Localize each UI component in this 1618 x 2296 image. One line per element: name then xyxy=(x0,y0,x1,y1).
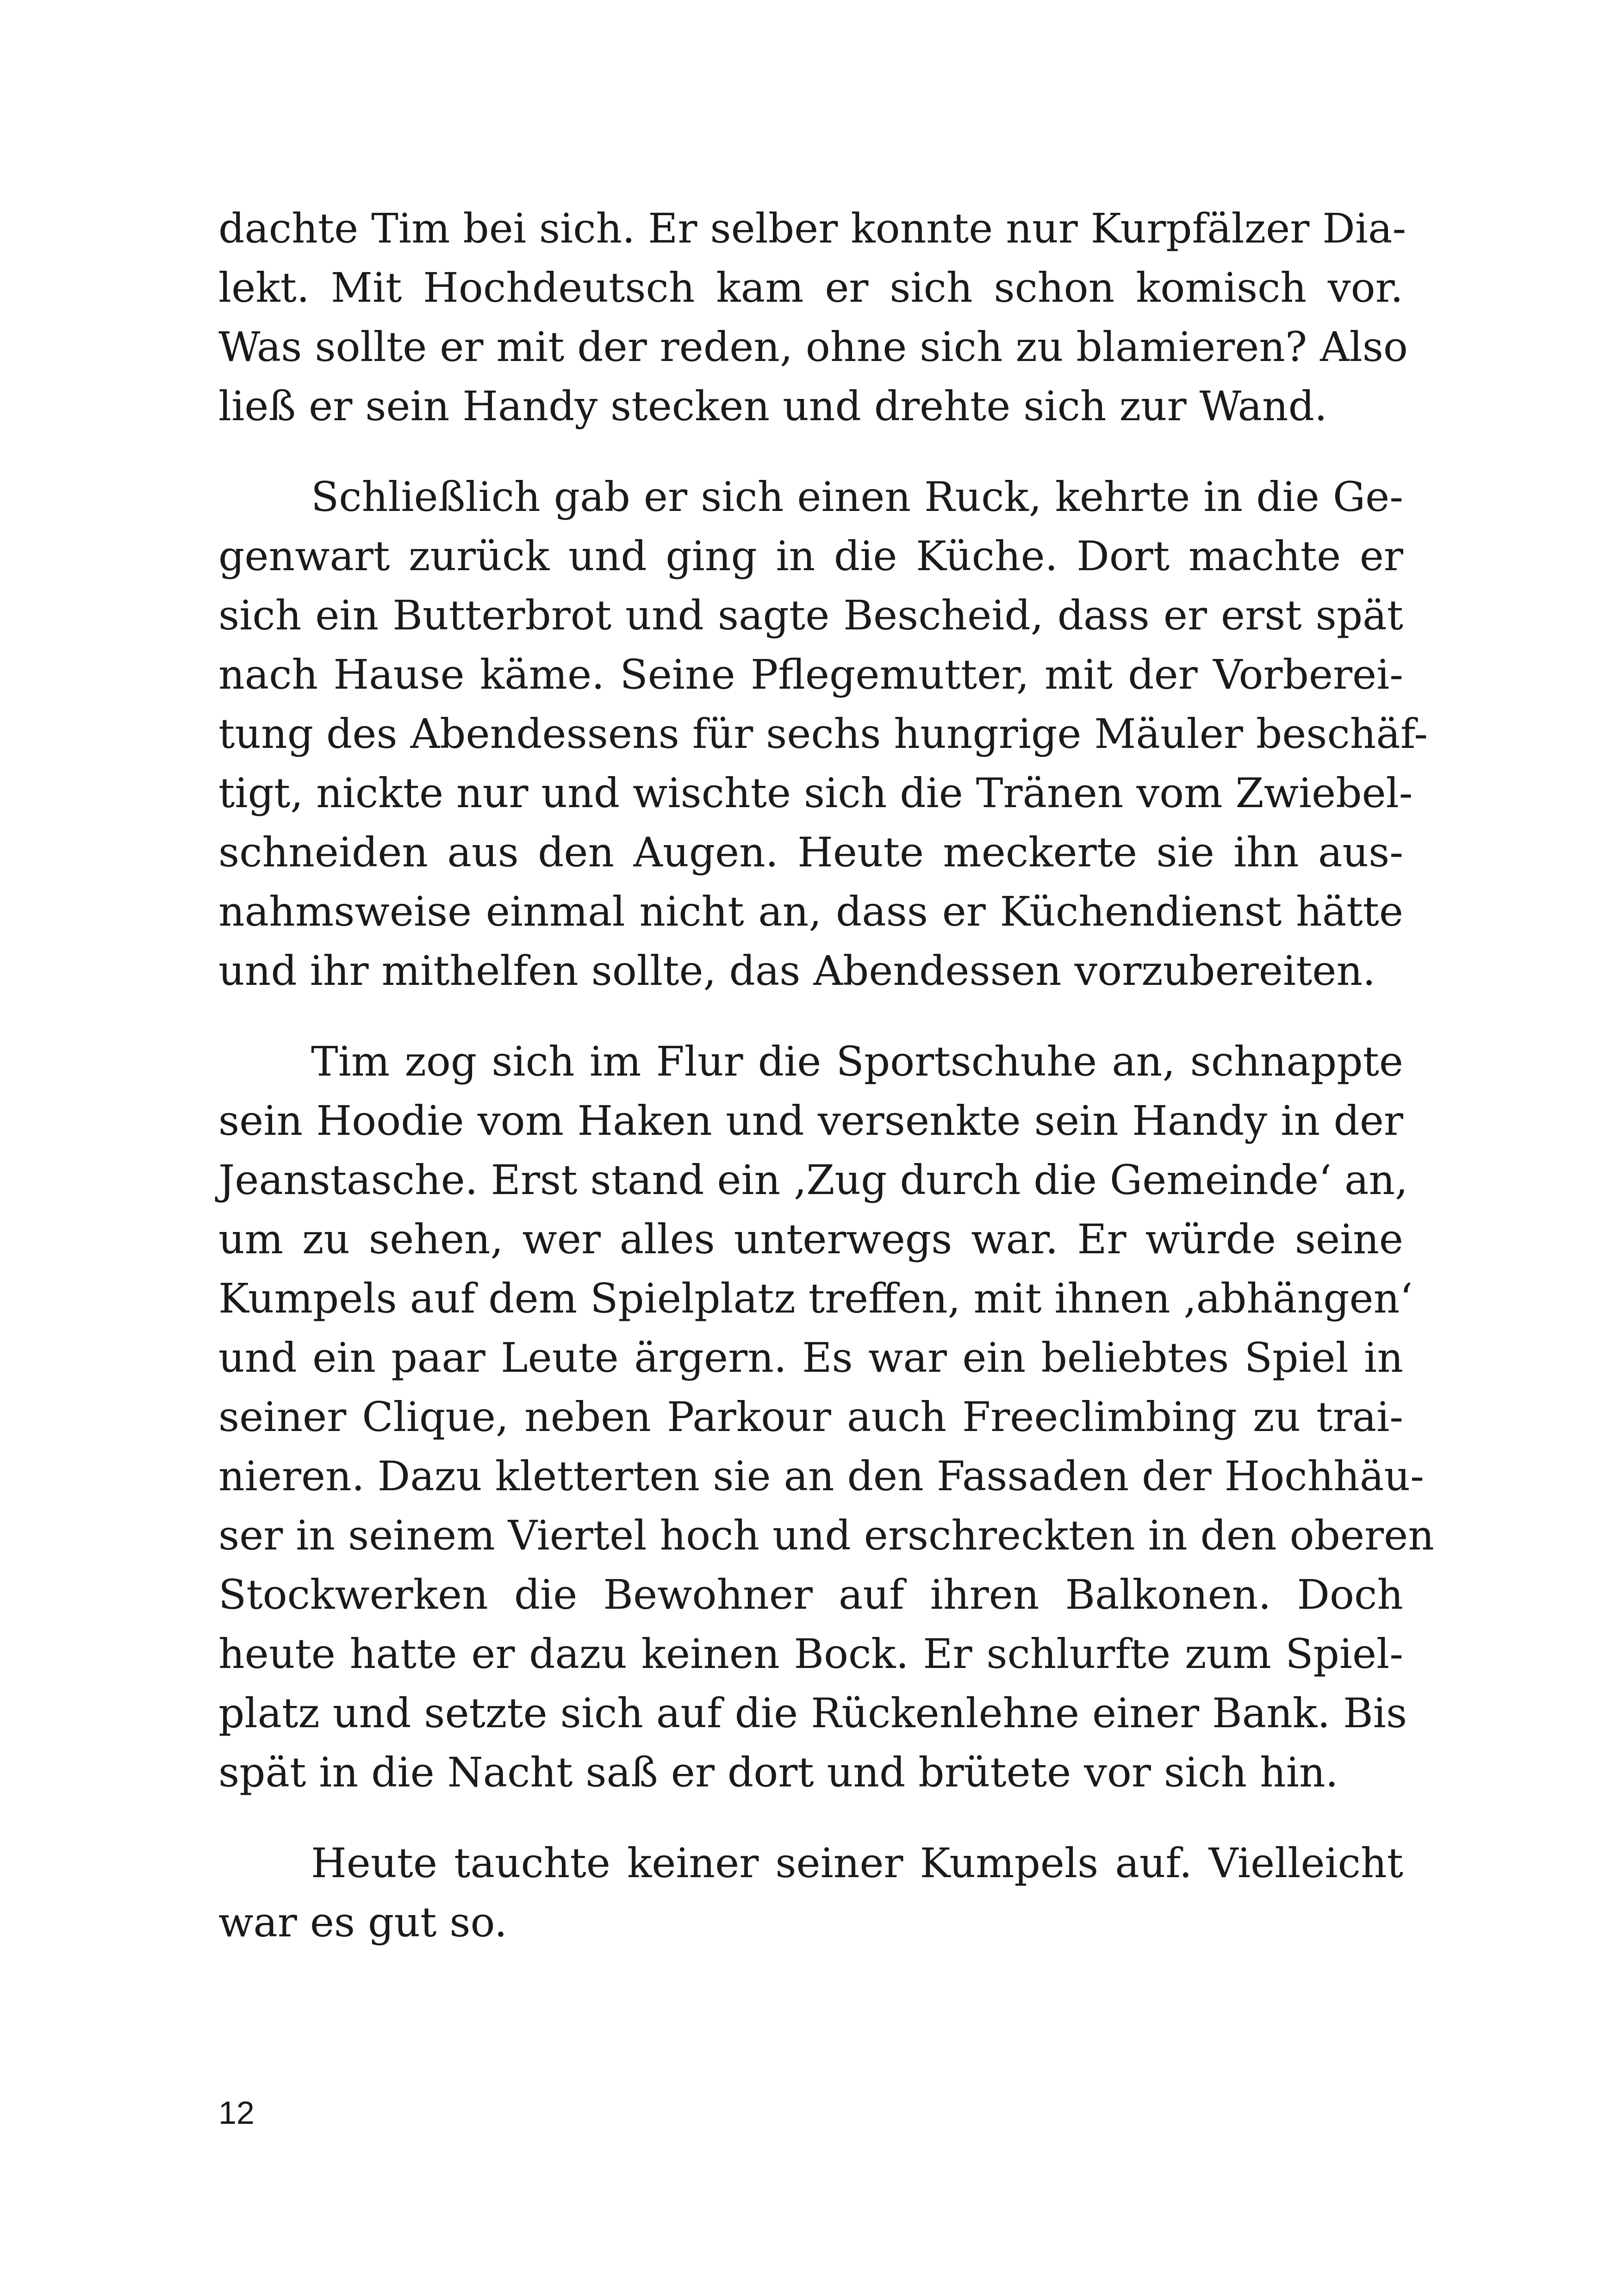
text-line: Kumpels auf dem Spielplatz treffen, mit ihnen ‚abhängen‘ xyxy=(218,1275,1413,1322)
text-line: Jeanstasche. Erst stand ein ‚Zug durch die Gemeinde‘ an, xyxy=(218,1156,1408,1204)
text-line: Tim zog sich im Flur die Sportschuhe an, schnappte xyxy=(311,1038,1403,1085)
text-line: war es gut so. xyxy=(218,1898,507,1946)
text-line: sich ein Butterbrot und sagte Bescheid, dass er erst spät xyxy=(218,591,1403,639)
text-line: nieren. Dazu kletterten sie an den Fassaden der Hochhäu- xyxy=(218,1452,1424,1500)
text-line: ser in seinem Viertel hoch und erschreckten in den oberen xyxy=(218,1512,1434,1559)
text-line: Heute tauchte keiner seiner Kumpels auf. Vielleicht xyxy=(311,1839,1403,1887)
text-line: Was sollte er mit der reden, ohne sich zu blamieren? Also xyxy=(218,323,1408,371)
page-number: 12 xyxy=(218,2095,255,2131)
paragraph-4 xyxy=(218,1834,1403,1952)
paragraph-3 xyxy=(218,1032,1434,1802)
text-line: spät in die Nacht saß er dort und brütete vor sich hin. xyxy=(218,1748,1338,1796)
text-line: seiner Clique, neben Parkour auch Freeclimbing zu trai- xyxy=(218,1393,1403,1441)
text-line: Schließlich gab er sich einen Ruck, kehrte in die Ge- xyxy=(311,473,1403,521)
text-line: genwart zurück und ging in die Küche. Dort machte er xyxy=(218,532,1403,580)
text-line: schneiden aus den Augen. Heute meckerte sie ihn aus- xyxy=(218,828,1403,876)
paragraph-2 xyxy=(218,467,1428,1001)
text-line: tung des Abendessens für sechs hungrige Mäuler beschäf- xyxy=(218,710,1428,758)
text-line: und ihr mithelfen sollte, das Abendessen vorzubereiten. xyxy=(218,947,1376,995)
text-line: sein Hoodie vom Haken und versenkte sein Handy in der xyxy=(218,1097,1403,1145)
body-text xyxy=(218,199,1434,1952)
text-line: nahmsweise einmal nicht an, dass er Küchendienst hätte xyxy=(218,888,1403,935)
text-line: und ein paar Leute ärgern. Es war ein beliebtes Spiel in xyxy=(218,1334,1403,1381)
text-line: nach Hause käme. Seine Pflegemutter, mit der Vorberei- xyxy=(218,651,1403,698)
text-line: platz und setzte sich auf die Rückenlehne einer Bank. Bis xyxy=(218,1689,1407,1737)
paragraph-1 xyxy=(218,199,1408,436)
text-line: ließ er sein Handy stecken und drehte sich zur Wand. xyxy=(218,382,1327,430)
text-line: dachte Tim bei sich. Er selber konnte nur Kurpfälzer Dia- xyxy=(218,205,1406,252)
text-line: Stockwerken die Bewohner auf ihren Balkonen. Doch xyxy=(218,1571,1403,1618)
text-line: lekt. Mit Hochdeutsch kam er sich schon komisch vor. xyxy=(218,264,1403,311)
text-line: tigt, nickte nur und wischte sich die Tränen vom Zwiebel- xyxy=(218,769,1413,817)
text-line: um zu sehen, wer alles unterwegs war. Er würde seine xyxy=(218,1215,1403,1263)
text-line: heute hatte er dazu keinen Bock. Er schlurfte zum Spiel- xyxy=(218,1630,1403,1678)
